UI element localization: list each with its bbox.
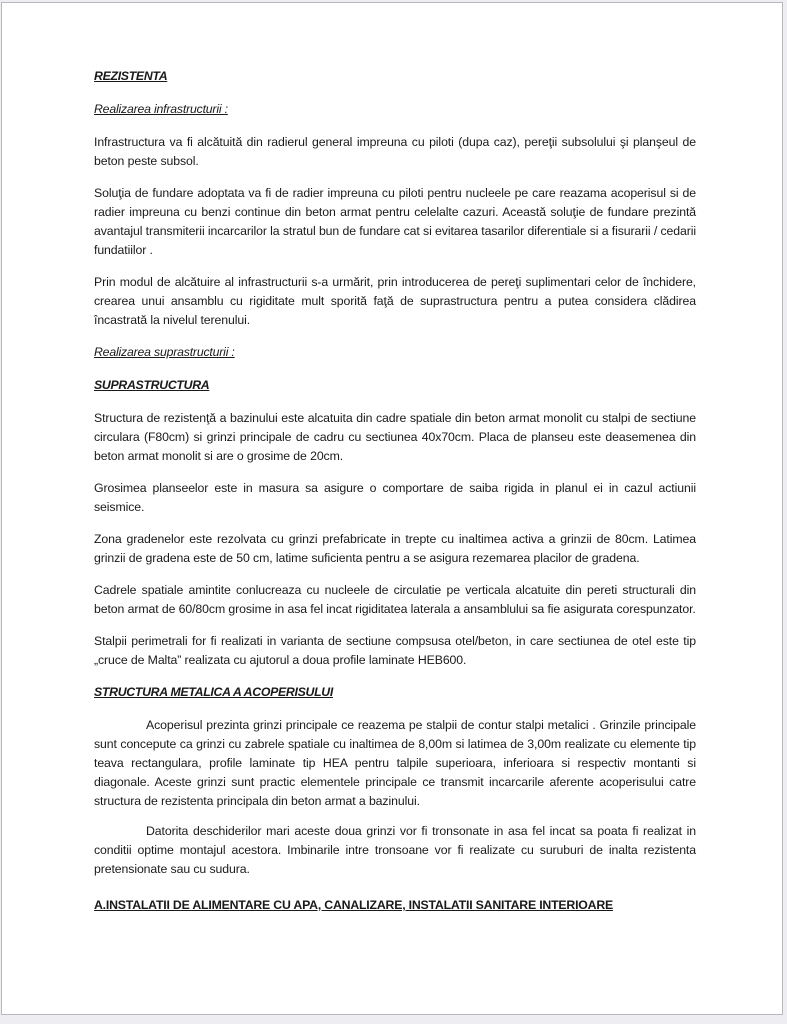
section-heading-suprastructura: SUPRASTRUCTURA (94, 378, 210, 392)
document-page (1, 2, 783, 1015)
paragraph-superstructure-4: Cadrele spatiale amintite conlucreaza cu nucleele de circulatie pe verticala alcatuite din pereti structurali din beton armat de 60/80cm grosime in asa fel incat rigiditatea laterala a ansamblului sa fie asigurata corespunzator. (94, 583, 696, 616)
paragraph-superstructure-3: Zona gradenelor este rezolvata cu grinzi prefabricate in trepte cu inaltimea activa a grinzii de 80cm. Latimea grinzii de gradena este de 50 cm, latime suficienta pentru a se asigura rezemarea placilor de gradena. (94, 532, 696, 565)
paragraph-superstructure-2: Grosimea planseelor este in masura sa asigure o comportare de saiba rigida in planul ei in cazul actiunii seismice. (94, 481, 696, 514)
paragraph-superstructure-5: Stalpii perimetrali for fi realizati in varianta de sectiune compsusa otel/beton, in care sectiunea de otel este tip „cruce de Malta” realizata cu ajutorul a doua profile laminate HEB600. (94, 634, 696, 667)
paragraph-metal-roof-2: Datorita deschiderilor mari aceste doua grinzi vor fi tronsonate in asa fel incat sa poata fi realizat in conditii optime montajul acestora. Imbinarile intre tronsoane vor fi realizate cu suruburi de inalta rezistenta pretensionate sau cu sudura. (94, 824, 696, 876)
section-heading-rezistenta: REZISTENTA (94, 69, 168, 83)
paragraph-metal-roof-1: Acoperisul prezinta grinzi principale ce reazema pe stalpii de contur stalpi metalici . Grinzile principale sunt concepute ca grinzi cu zabrele spatiale cu inaltimea de 8,00m si latimea de 3,00m realizate cu elemente tip teava rectangulara, profile laminate tip HEA pentru talpile superioara, inferioara si respectiv montanti si diagonale. Aceste grinzi sunt practic elementele principale ce transmit incarcarile aferente acoperisului catre structura de rezistenta principala din beton armat a bazinului. (94, 718, 696, 808)
paragraph-infrastructure-1: Infrastructura va fi alcătuită din radierul general impreuna cu piloti (dupa caz), pereţii subsolului şi planşeul de beton peste subsol. (94, 135, 696, 168)
paragraph-superstructure-1: Structura de rezistenţă a bazinului este alcatuita din cadre spatiale din beton armat monolit cu stalpi de sectiune circulara (F80cm) si grinzi principale de cadru cu sectiunea 40x70cm. Placa de planseu este deasemenea din beton armat monolit si are o grosime de 20cm. (94, 411, 696, 463)
subheading-infrastructure: Realizarea infrastructurii : (94, 102, 228, 116)
section-heading-metal-roof: STRUCTURA METALICA A ACOPERISULUI (94, 685, 333, 699)
section-heading-installations: A.INSTALATII DE ALIMENTARE CU APA, CANALIZARE, INSTALATII SANITARE INTERIOARE (94, 898, 614, 912)
paragraph-infrastructure-3: Prin modul de alcătuire al infrastructurii s-a urmărit, prin introducerea de pereţi suplimentari celor de închidere, crearea unui ansamblu cu rigiditate mult sporită faţă de suprastructura pentru a putea considera clădirea încastrată la nivelul terenului. (94, 275, 696, 327)
subheading-superstructure: Realizarea suprastructurii : (94, 345, 235, 359)
document-body (94, 67, 696, 915)
paragraph-infrastructure-2: Soluţia de fundare adoptata va fi de radier impreuna cu piloti pentru nucleele pe care reazama acoperisul si de radier impreuna cu benzi continue din beton armat pentru celelalte cazuri. Această soluţie de fundare prezintă avantajul transmiterii incarcarilor la stratul bun de fundare cat si evitarea tasarilor diferentiale si a fisurarii / cedarii fundatiilor . (94, 186, 696, 257)
